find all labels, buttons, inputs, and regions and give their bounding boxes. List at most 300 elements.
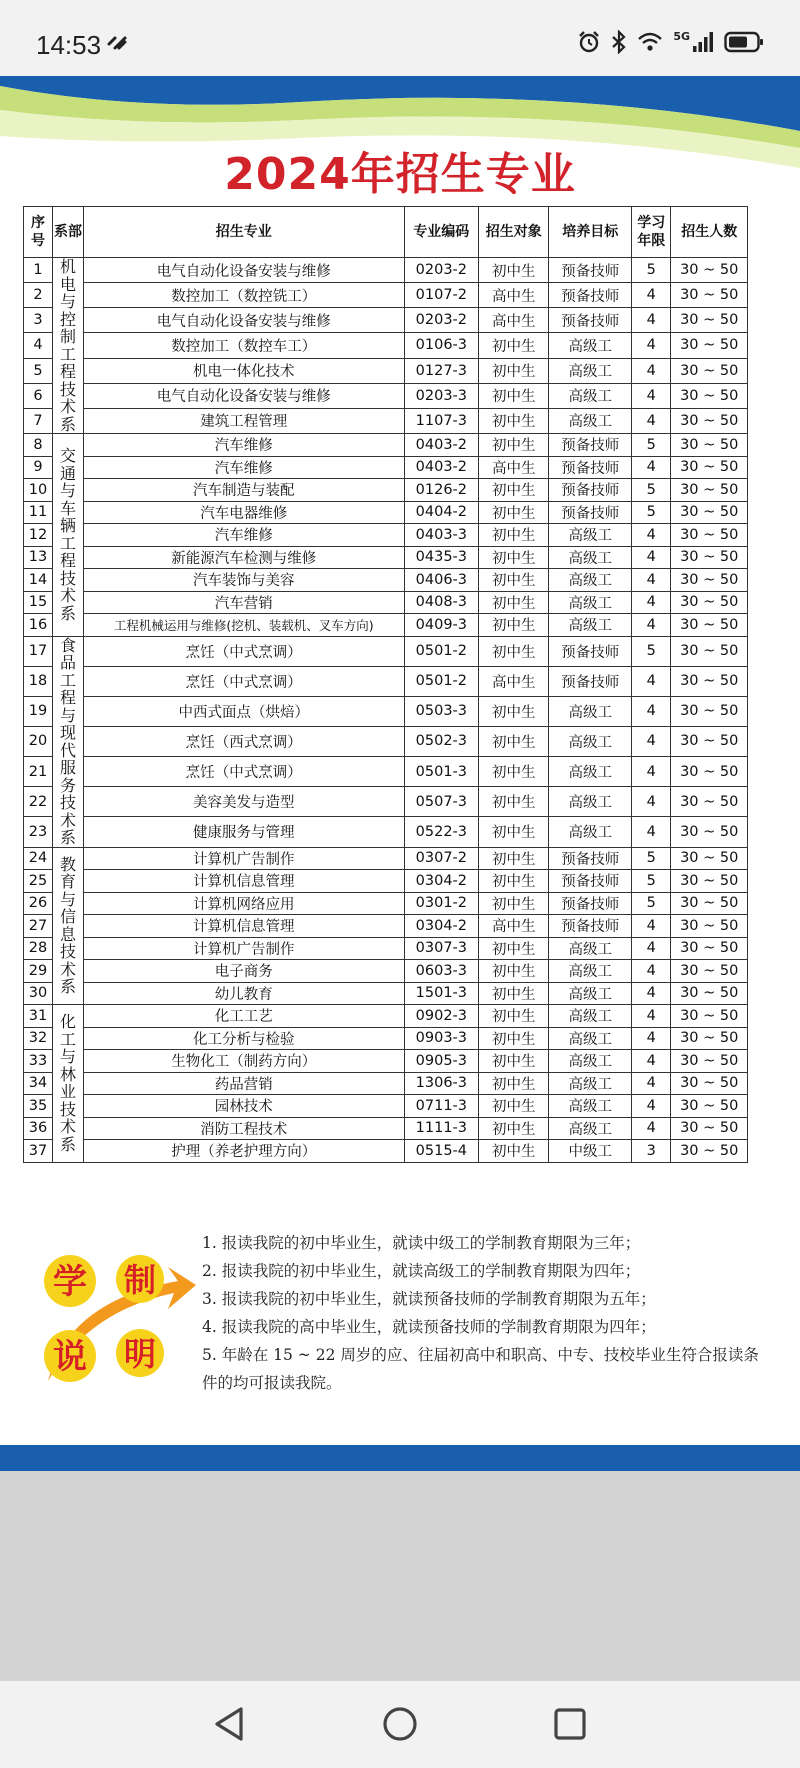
cell-major: 计算机信息管理 (83, 915, 404, 938)
cell-target: 初中生 (479, 434, 549, 457)
cell-quota: 30 ~ 50 (671, 501, 748, 524)
cell-major: 电气自动化设备安装与维修 (83, 383, 404, 408)
cell-quota: 30 ~ 50 (671, 591, 748, 614)
cell-quota: 30 ~ 50 (671, 1072, 748, 1095)
table-row (24, 847, 748, 870)
cell-years: 4 (632, 787, 671, 817)
cell-years: 5 (632, 636, 671, 666)
cell-quota: 30 ~ 50 (671, 892, 748, 915)
status-bar (0, 0, 800, 76)
cell-seq: 8 (24, 434, 53, 457)
cell-major: 中西式面点（烘焙） (83, 696, 404, 726)
cell-target: 初中生 (479, 546, 549, 569)
cell-code: 0307-2 (404, 847, 478, 870)
header-seq: 序号 (24, 207, 53, 258)
cell-major: 计算机网络应用 (83, 892, 404, 915)
table-body (24, 258, 748, 1163)
bluetooth-icon (611, 30, 627, 54)
cell-quota: 30 ~ 50 (671, 817, 748, 847)
cell-seq: 23 (24, 817, 53, 847)
cell-years: 4 (632, 960, 671, 983)
cell-seq: 17 (24, 636, 53, 666)
cell-years: 4 (632, 696, 671, 726)
cell-quota: 30 ~ 50 (671, 569, 748, 592)
table-row (24, 614, 748, 637)
cell-seq: 12 (24, 524, 53, 547)
cell-target: 初中生 (479, 726, 549, 756)
cell-target: 初中生 (479, 258, 549, 283)
cell-major: 汽车维修 (83, 524, 404, 547)
table-row (24, 591, 748, 614)
svg-text:说: 说 (53, 1337, 87, 1377)
cell-major: 电气自动化设备安装与维修 (83, 308, 404, 333)
cell-quota: 30 ~ 50 (671, 283, 748, 308)
table-row (24, 308, 748, 333)
cell-major: 工程机械运用与维修(挖机、装载机、叉车方向) (83, 614, 404, 637)
cell-code: 1501-3 (404, 982, 478, 1005)
cell-target: 初中生 (479, 636, 549, 666)
cell-seq: 31 (24, 1005, 53, 1028)
cell-goal: 预备技师 (549, 915, 632, 938)
cell-code: 1306-3 (404, 1072, 478, 1095)
home-icon[interactable] (377, 1701, 423, 1747)
cell-target: 初中生 (479, 1005, 549, 1028)
cell-seq: 37 (24, 1140, 53, 1163)
cell-seq: 20 (24, 726, 53, 756)
cell-goal: 预备技师 (549, 308, 632, 333)
cell-code: 0501-2 (404, 666, 478, 696)
cell-quota: 30 ~ 50 (671, 787, 748, 817)
cell-goal: 高级工 (549, 591, 632, 614)
cell-code: 0603-3 (404, 960, 478, 983)
table-row (24, 817, 748, 847)
page-title: 2024年招生专业 (224, 149, 576, 200)
signal-icon (692, 31, 714, 53)
cell-target: 初中生 (479, 757, 549, 787)
header-code: 专业编码 (404, 207, 478, 258)
cell-major: 汽车制造与装配 (83, 479, 404, 502)
cell-major: 幼儿教育 (83, 982, 404, 1005)
cell-seq: 2 (24, 283, 53, 308)
table-row (24, 546, 748, 569)
cell-code: 0503-3 (404, 696, 478, 726)
svg-text:制: 制 (123, 1261, 157, 1299)
cell-goal: 高级工 (549, 726, 632, 756)
note-item: 4. 报读我院的高中毕业生，就读预备技师的学制教育期限为四年； (202, 1318, 656, 1336)
cell-quota: 30 ~ 50 (671, 757, 748, 787)
cell-goal: 高级工 (549, 1005, 632, 1028)
cell-target: 初中生 (479, 333, 549, 358)
cell-code: 0903-3 (404, 1027, 478, 1050)
cell-seq: 16 (24, 614, 53, 637)
cell-quota: 30 ~ 50 (671, 258, 748, 283)
cell-goal: 预备技师 (549, 479, 632, 502)
cell-goal: 预备技师 (549, 870, 632, 893)
table-row (24, 915, 748, 938)
cell-target: 初中生 (479, 614, 549, 637)
cell-quota: 30 ~ 50 (671, 960, 748, 983)
cell-quota: 30 ~ 50 (671, 696, 748, 726)
note-item: 3. 报读我院的初中毕业生，就读预备技师的学制教育期限为五年； (202, 1290, 656, 1308)
cell-goal: 高级工 (549, 1027, 632, 1050)
table-row (24, 1117, 748, 1140)
cell-goal: 高级工 (549, 982, 632, 1005)
cell-major: 美容美发与造型 (83, 787, 404, 817)
cell-quota: 30 ~ 50 (671, 1005, 748, 1028)
cell-goal: 高级工 (549, 960, 632, 983)
cell-years: 5 (632, 258, 671, 283)
notes-section (0, 1219, 800, 1392)
cell-code: 0107-2 (404, 283, 478, 308)
table-row (24, 757, 748, 787)
footer-stripe (0, 1445, 800, 1471)
cell-seq: 35 (24, 1095, 53, 1118)
cell-target: 初中生 (479, 1117, 549, 1140)
cell-target: 初中生 (479, 787, 549, 817)
cell-goal: 预备技师 (549, 456, 632, 479)
note-item: 5. 年龄在 15 ~ 22 周岁的应、往届初高中和职高、中专、技校毕业生符合报读条件的均可报读我院。 (202, 1346, 759, 1392)
network-type-label: 5G (673, 29, 690, 43)
cell-years: 5 (632, 847, 671, 870)
cell-quota: 30 ~ 50 (671, 847, 748, 870)
data-sync-icon (106, 34, 128, 52)
cell-years: 5 (632, 501, 671, 524)
cell-target: 高中生 (479, 308, 549, 333)
cell-quota: 30 ~ 50 (671, 666, 748, 696)
cell-seq: 5 (24, 358, 53, 383)
cell-quota: 30 ~ 50 (671, 937, 748, 960)
cell-seq: 1 (24, 258, 53, 283)
cell-code: 0304-2 (404, 870, 478, 893)
note-item: 2. 报读我院的初中毕业生，就读高级工的学制教育期限为四年； (202, 1262, 641, 1280)
cell-years: 4 (632, 333, 671, 358)
cell-quota: 30 ~ 50 (671, 456, 748, 479)
cell-major: 汽车维修 (83, 434, 404, 457)
cell-years: 4 (632, 383, 671, 408)
cell-quota: 30 ~ 50 (671, 870, 748, 893)
cell-target: 初中生 (479, 569, 549, 592)
cell-code: 0409-3 (404, 614, 478, 637)
recents-icon[interactable] (547, 1701, 593, 1747)
cell-code: 1111-3 (404, 1117, 478, 1140)
cell-years: 4 (632, 614, 671, 637)
cell-seq: 34 (24, 1072, 53, 1095)
cell-target: 初中生 (479, 591, 549, 614)
table-row (24, 666, 748, 696)
table-row (24, 408, 748, 433)
cell-years: 4 (632, 1027, 671, 1050)
table-header-row (24, 207, 748, 258)
cell-quota: 30 ~ 50 (671, 524, 748, 547)
cell-years: 4 (632, 757, 671, 787)
cell-target: 初中生 (479, 696, 549, 726)
cell-code: 0301-2 (404, 892, 478, 915)
cell-goal: 高级工 (549, 937, 632, 960)
cell-code: 0502-3 (404, 726, 478, 756)
cell-seq: 11 (24, 501, 53, 524)
cell-goal: 高级工 (549, 817, 632, 847)
cell-code: 0304-2 (404, 915, 478, 938)
table-row (24, 696, 748, 726)
cell-target: 初中生 (479, 960, 549, 983)
cell-target: 初中生 (479, 1140, 549, 1163)
table-row (24, 383, 748, 408)
cell-years: 5 (632, 892, 671, 915)
cell-years: 4 (632, 456, 671, 479)
cell-years: 4 (632, 283, 671, 308)
header-major: 招生专业 (83, 207, 404, 258)
cell-seq: 9 (24, 456, 53, 479)
cell-major: 新能源汽车检测与维修 (83, 546, 404, 569)
cell-goal: 高级工 (549, 569, 632, 592)
cell-major: 计算机信息管理 (83, 870, 404, 893)
cell-years: 4 (632, 1095, 671, 1118)
cell-seq: 32 (24, 1027, 53, 1050)
cell-target: 高中生 (479, 456, 549, 479)
table-row (24, 258, 748, 283)
cell-major: 汽车电器维修 (83, 501, 404, 524)
table-row (24, 787, 748, 817)
table-row (24, 937, 748, 960)
blank-scroll-area[interactable] (0, 1471, 800, 1681)
table-row (24, 636, 748, 666)
cell-quota: 30 ~ 50 (671, 1095, 748, 1118)
cell-years: 4 (632, 937, 671, 960)
status-time: 14:53 (36, 30, 102, 60)
cell-code: 0507-3 (404, 787, 478, 817)
cell-department: 交 通 与 车 辆 工 程 技 术 系 (52, 434, 83, 637)
xuezhi-shuoming-logo (28, 1231, 198, 1391)
status-icons (577, 30, 764, 54)
cell-quota: 30 ~ 50 (671, 1117, 748, 1140)
cell-code: 0522-3 (404, 817, 478, 847)
cell-code: 0404-2 (404, 501, 478, 524)
cell-target: 初中生 (479, 1027, 549, 1050)
cell-years: 4 (632, 546, 671, 569)
table-row (24, 1050, 748, 1073)
cell-years: 4 (632, 1072, 671, 1095)
cell-code: 0406-3 (404, 569, 478, 592)
cell-goal: 预备技师 (549, 434, 632, 457)
table-row (24, 501, 748, 524)
cell-goal: 高级工 (549, 1050, 632, 1073)
header-quota: 招生人数 (671, 207, 748, 258)
cell-years: 5 (632, 479, 671, 502)
table-row (24, 333, 748, 358)
cell-code: 0203-3 (404, 383, 478, 408)
cell-major: 烹饪（西式烹调） (83, 726, 404, 756)
cell-goal: 预备技师 (549, 892, 632, 915)
cell-code: 0515-4 (404, 1140, 478, 1163)
cell-major: 消防工程技术 (83, 1117, 404, 1140)
cell-target: 初中生 (479, 982, 549, 1005)
table-row (24, 892, 748, 915)
cell-major: 计算机广告制作 (83, 847, 404, 870)
cell-major: 护理（养老护理方向） (83, 1140, 404, 1163)
cell-target: 初中生 (479, 847, 549, 870)
cell-quota: 30 ~ 50 (671, 915, 748, 938)
cell-years: 4 (632, 358, 671, 383)
cell-code: 0501-2 (404, 636, 478, 666)
cell-target: 初中生 (479, 383, 549, 408)
cell-target: 初中生 (479, 501, 549, 524)
table-row (24, 726, 748, 756)
cell-years: 4 (632, 1050, 671, 1073)
cell-target: 高中生 (479, 283, 549, 308)
cell-quota: 30 ~ 50 (671, 333, 748, 358)
cell-goal: 预备技师 (549, 258, 632, 283)
cell-years: 4 (632, 591, 671, 614)
cell-years: 4 (632, 524, 671, 547)
cell-seq: 3 (24, 308, 53, 333)
cell-quota: 30 ~ 50 (671, 308, 748, 333)
cell-goal: 高级工 (549, 1095, 632, 1118)
cell-years: 4 (632, 726, 671, 756)
cell-seq: 26 (24, 892, 53, 915)
cell-code: 0203-2 (404, 308, 478, 333)
cell-code: 0501-3 (404, 757, 478, 787)
cell-seq: 27 (24, 915, 53, 938)
cell-major: 汽车营销 (83, 591, 404, 614)
cell-major: 建筑工程管理 (83, 408, 404, 433)
cell-department: 食 品 工 程 与 现 代 服 务 技 术 系 (52, 636, 83, 847)
cell-code: 0403-2 (404, 434, 478, 457)
cell-major: 园林技术 (83, 1095, 404, 1118)
svg-text:学: 学 (53, 1262, 87, 1302)
cell-quota: 30 ~ 50 (671, 726, 748, 756)
cell-code: 0435-3 (404, 546, 478, 569)
cell-seq: 15 (24, 591, 53, 614)
cell-major: 计算机广告制作 (83, 937, 404, 960)
cell-code: 0203-2 (404, 258, 478, 283)
cell-major: 化工工艺 (83, 1005, 404, 1028)
cell-major: 健康服务与管理 (83, 817, 404, 847)
cell-seq: 13 (24, 546, 53, 569)
cell-target: 初中生 (479, 479, 549, 502)
cell-target: 初中生 (479, 1095, 549, 1118)
cell-quota: 30 ~ 50 (671, 383, 748, 408)
cell-major: 烹饪（中式烹调） (83, 666, 404, 696)
cell-major: 数控加工（数控铣工） (83, 283, 404, 308)
cell-years: 4 (632, 915, 671, 938)
cell-seq: 21 (24, 757, 53, 787)
cell-major: 化工分析与检验 (83, 1027, 404, 1050)
cell-quota: 30 ~ 50 (671, 1027, 748, 1050)
table-row (24, 1072, 748, 1095)
cell-target: 高中生 (479, 915, 549, 938)
cell-goal: 高级工 (549, 546, 632, 569)
cell-goal: 预备技师 (549, 501, 632, 524)
navigation-bar (0, 1681, 800, 1768)
cell-goal: 中级工 (549, 1140, 632, 1163)
header-dept: 系部 (52, 207, 83, 258)
cell-code: 0403-3 (404, 524, 478, 547)
cell-goal: 高级工 (549, 787, 632, 817)
cell-major: 汽车维修 (83, 456, 404, 479)
majors-table (23, 206, 748, 1163)
cell-seq: 7 (24, 408, 53, 433)
cell-goal: 高级工 (549, 333, 632, 358)
cell-years: 5 (632, 870, 671, 893)
table-row (24, 1140, 748, 1163)
cell-quota: 30 ~ 50 (671, 636, 748, 666)
header-target: 招生对象 (479, 207, 549, 258)
cell-department: 教 育 与 信 息 技 术 系 (52, 847, 83, 1005)
cell-major: 烹饪（中式烹调） (83, 757, 404, 787)
table-row (24, 479, 748, 502)
cell-years: 3 (632, 1140, 671, 1163)
cell-years: 4 (632, 308, 671, 333)
cell-seq: 14 (24, 569, 53, 592)
cell-seq: 22 (24, 787, 53, 817)
alarm-icon (577, 30, 601, 54)
cell-target: 初中生 (479, 1050, 549, 1073)
cell-quota: 30 ~ 50 (671, 434, 748, 457)
cell-major: 机电一体化技术 (83, 358, 404, 383)
cell-seq: 18 (24, 666, 53, 696)
cell-code: 0106-3 (404, 333, 478, 358)
cell-quota: 30 ~ 50 (671, 408, 748, 433)
cell-code: 0408-3 (404, 591, 478, 614)
cell-target: 初中生 (479, 358, 549, 383)
cell-code: 0307-3 (404, 937, 478, 960)
cell-major: 电子商务 (83, 960, 404, 983)
header-years: 学习年限 (632, 207, 671, 258)
cell-years: 5 (632, 434, 671, 457)
cell-years: 4 (632, 817, 671, 847)
cell-goal: 高级工 (549, 383, 632, 408)
cell-seq: 28 (24, 937, 53, 960)
cell-major: 数控加工（数控车工） (83, 333, 404, 358)
cell-goal: 高级工 (549, 524, 632, 547)
table-row (24, 524, 748, 547)
cell-goal: 预备技师 (549, 283, 632, 308)
back-icon[interactable] (207, 1701, 253, 1747)
cell-major: 生物化工（制药方向） (83, 1050, 404, 1073)
cell-seq: 24 (24, 847, 53, 870)
cell-target: 初中生 (479, 408, 549, 433)
cell-quota: 30 ~ 50 (671, 1050, 748, 1073)
cell-goal: 高级工 (549, 408, 632, 433)
cell-seq: 4 (24, 333, 53, 358)
cell-quota: 30 ~ 50 (671, 982, 748, 1005)
cell-code: 0127-3 (404, 358, 478, 383)
table-row (24, 1027, 748, 1050)
cell-quota: 30 ~ 50 (671, 1140, 748, 1163)
cell-years: 4 (632, 1117, 671, 1140)
cell-seq: 10 (24, 479, 53, 502)
battery-icon (724, 31, 764, 53)
table-row (24, 1095, 748, 1118)
cell-goal: 高级工 (549, 1072, 632, 1095)
cell-department: 化 工 与 林 业 技 术 系 (52, 1005, 83, 1163)
cell-goal: 高级工 (549, 614, 632, 637)
cell-target: 初中生 (479, 892, 549, 915)
cell-seq: 30 (24, 982, 53, 1005)
cell-goal: 预备技师 (549, 636, 632, 666)
cell-major: 汽车装饰与美容 (83, 569, 404, 592)
note-item: 1. 报读我院的初中毕业生，就读中级工的学制教育期限为三年； (202, 1234, 641, 1252)
cell-seq: 33 (24, 1050, 53, 1073)
cell-goal: 高级工 (549, 358, 632, 383)
cell-target: 初中生 (479, 1072, 549, 1095)
cell-years: 4 (632, 982, 671, 1005)
cell-target: 初中生 (479, 870, 549, 893)
cell-code: 0126-2 (404, 479, 478, 502)
cell-years: 4 (632, 666, 671, 696)
cell-code: 0905-3 (404, 1050, 478, 1073)
cell-code: 0902-3 (404, 1005, 478, 1028)
